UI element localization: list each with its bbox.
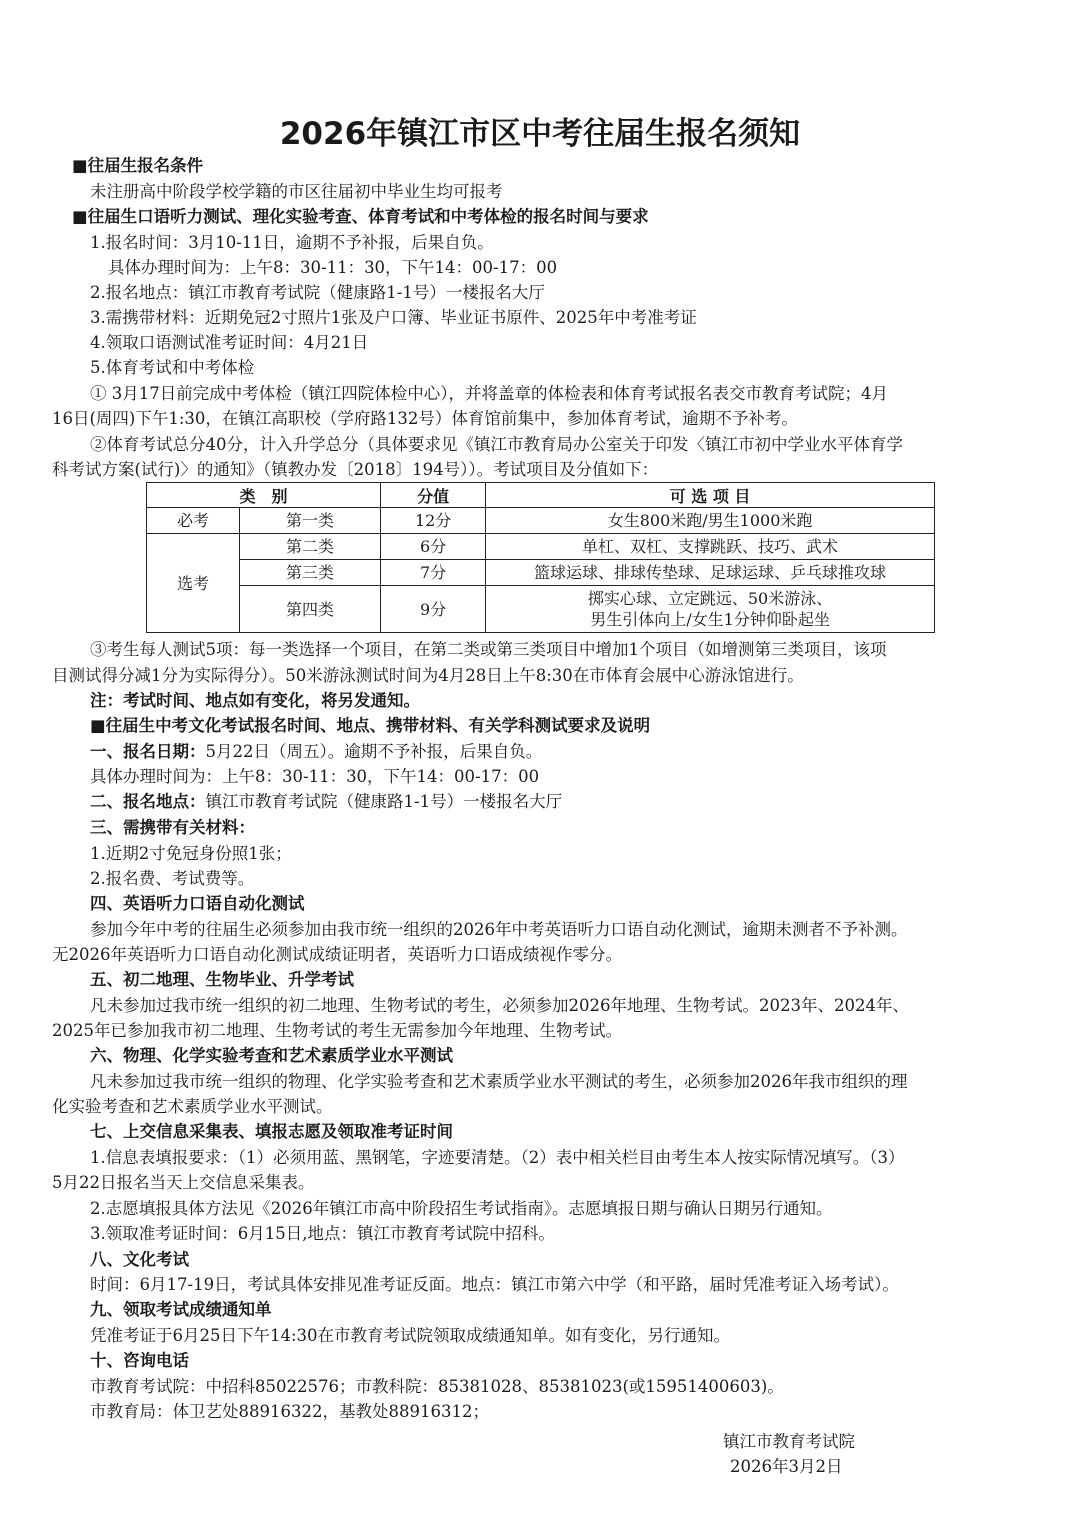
category-cell: 第二类 xyxy=(240,534,381,560)
text-line: 5月22日报名当天上交信息采集表。 xyxy=(52,1173,315,1192)
header-score: 分值 xyxy=(381,483,486,508)
section-heading: 九、领取考试成绩通知单 xyxy=(90,1300,272,1319)
text-line: 凡未参加过我市统一组织的初二地理、生物考试的考生，必须参加2026年地理、生物考试。2023年、2024年、 xyxy=(90,996,909,1015)
note-line: 注：考试时间、地点如有变化，将另发通知。 xyxy=(90,691,420,710)
category-cell: 第三类 xyxy=(240,560,381,586)
table-row xyxy=(147,560,935,586)
section-heading: 八、文化考试 xyxy=(90,1250,189,1269)
items-cell: 篮球运球、排球传垫球、足球运球、乒乓球推攻球 xyxy=(486,560,935,586)
item-label: 一、报名日期： xyxy=(90,742,206,761)
header-category: 类 别 xyxy=(147,483,381,508)
section-heading: 七、上交信息采集表、填报志愿及领取准考证时间 xyxy=(90,1122,453,1141)
table-row xyxy=(147,508,935,534)
text-line: 16日(周四)下午1:30，在镇江高职校（学府路132号）体育馆前集中，参加体育考试，逾期不予补考。 xyxy=(52,409,798,428)
items-cell xyxy=(486,586,935,633)
category-cell: 第四类 xyxy=(240,586,381,633)
text-line: 3.领取准考证时间：6月15日,地点：镇江市教育考试院中招科。 xyxy=(90,1224,555,1243)
text-line: 目测试得分减1分为实际得分）。50米游泳测试时间为4月28日上午8:30在市体育会展中心游泳馆进行。 xyxy=(52,666,804,685)
text-line: 具体办理时间为：上午8：30-11：30，下午14：00-17：00 xyxy=(90,767,540,786)
items-cell: 女生800米跑/男生1000米跑 xyxy=(486,508,935,534)
text-line: 凡未参加过我市统一组织的物理、化学实验考查和艺术素质学业水平测试的考生，必须参加2026年我市组织的理 xyxy=(90,1072,908,1091)
text-line: 4.领取口语测试准考证时间：4月21日 xyxy=(90,333,369,352)
score-cell: 7分 xyxy=(381,560,486,586)
text-line: 具体办理时间为：上午8：30-11：30，下午14：00-17：00 xyxy=(108,258,558,277)
text-line xyxy=(90,791,562,813)
item-value: 镇江市教育考试院（健康路1-1号）一楼报名大厅 xyxy=(205,792,563,811)
text-line: 未注册高中阶段学校学籍的市区往届初中毕业生均可报考 xyxy=(90,182,503,201)
score-cell: 9分 xyxy=(381,586,486,633)
text-line: 无2026年英语听力口语自动化测试成绩证明者，英语听力口语成绩视作零分。 xyxy=(52,945,622,964)
items-line: 掷实心球、立定跳远、50米游泳、 xyxy=(587,589,833,608)
signature-org: 镇江市教育考试院 xyxy=(723,1432,855,1451)
text-line: 市教育局：体卫艺处88916322，基教处88916312； xyxy=(90,1402,489,1421)
section-heading: ■往届生中考文化考试报名时间、地点、携带材料、有关学科测试要求及说明 xyxy=(90,716,651,735)
category-cell: 第一类 xyxy=(240,508,381,534)
text-line: 2.报名费、考试费等。 xyxy=(90,869,255,888)
text-line: 1.信息表填报要求：（1）必须用蓝、黑钢笔，字迹要清楚。（2）表中相关栏目由考生本人按实际情况填写。（3） xyxy=(90,1148,905,1167)
section-heading: 十、咨询电话 xyxy=(90,1351,189,1370)
item-label: 二、报名地点： xyxy=(90,792,206,811)
text-line: ① 3月17日前完成中考体检（镇江四院体检中心），并将盖章的体检表和体育考试报名表交市教育考试院；4月 xyxy=(90,384,888,403)
text-line: 3.需携带材料：近期免冠2寸照片1张及户口簿、毕业证书原件、2025年中考准考证 xyxy=(90,308,697,327)
score-cell: 12分 xyxy=(381,508,486,534)
text-line: 2025年已参加我市初二地理、生物考试的考生无需参加今年地理、生物考试。 xyxy=(52,1021,622,1040)
text-line xyxy=(90,741,542,763)
text-line: 5.体育考试和中考体检 xyxy=(90,358,255,377)
section-heading: 五、初二地理、生物毕业、升学考试 xyxy=(90,970,354,989)
table-row xyxy=(147,534,935,560)
text-line: 参加今年中考的往届生必须参加由我市统一组织的2026年中考英语听力口语自动化测试，逾期未测者不予补测。 xyxy=(90,920,908,939)
section-heading: 四、英语听力口语自动化测试 xyxy=(90,894,305,913)
text-line: 化实验考查和艺术素质学业水平测试。 xyxy=(52,1097,333,1116)
section-heading: 六、物理、化学实验考查和艺术素质学业水平测试 xyxy=(90,1046,453,1065)
text-line: 2.报名地点：镇江市教育考试院（健康路1-1号）一楼报名大厅 xyxy=(90,283,545,302)
section-heading: ■往届生口语听力测试、理化实验考查、体育考试和中考体检的报名时间与要求 xyxy=(72,207,649,226)
table-row xyxy=(147,586,935,633)
text-line: 市教育考试院：中招科85022576；市教科院：85381028、85381023(或15951400603)。 xyxy=(90,1377,784,1396)
items-cell: 单杠、双杠、支撑跳跃、技巧、武术 xyxy=(486,534,935,560)
text-line: ②体育考试总分40分，计入升学总分（具体要求见《镇江市教育局办公室关于印发〈镇江市初中学业水平体育学 xyxy=(90,435,903,454)
items-line: 男生引体向上/女生1分钟仰卧起坐 xyxy=(590,610,830,629)
text-line: 凭准考证于6月25日下午14:30在市教育考试院领取成绩通知单。如有变化，另行通知。 xyxy=(90,1326,731,1345)
text-line: 时间：6月17-19日，考试具体安排见准考证反面。地点：镇江市第六中学（和平路，届时凭准考证入场考试）。 xyxy=(90,1275,899,1294)
header-items: 可 选 项 目 xyxy=(486,483,935,508)
text-line: ③考生每人测试5项：每一类选择一个项目，在第二类或第三类项目中增加1个项目（如增测第三类项目，该项 xyxy=(90,640,887,659)
text-line: 科考试方案(试行)〉的通知》（镇教办发〔2018〕194号））。考试项目及分值如下： xyxy=(52,460,659,479)
text-line: 1.报名时间：3月10-11日，逾期不予补报，后果自负。 xyxy=(90,233,494,252)
table-header-row xyxy=(147,483,935,508)
text-line: 2.志愿填报具体方法见《2026年镇江市高中阶段招生考试指南》。志愿填报日期与确认日期另行通知。 xyxy=(90,1199,833,1218)
pe-score-table xyxy=(146,482,935,633)
required-label: 必考 xyxy=(147,508,240,534)
text-line: 1.近期2寸免冠身份照1张； xyxy=(90,844,292,863)
section-heading: ■往届生报名条件 xyxy=(72,156,204,175)
signature-date: 2026年3月2日 xyxy=(730,1457,843,1476)
optional-label: 选考 xyxy=(147,534,240,633)
page-title: 2026年镇江市区中考往届生报名须知 xyxy=(279,116,801,152)
item-value: 5月22日（周五）。逾期不予补报，后果自负。 xyxy=(205,742,543,761)
section-heading: 三、需携带有关材料： xyxy=(90,818,255,837)
score-cell: 6分 xyxy=(381,534,486,560)
